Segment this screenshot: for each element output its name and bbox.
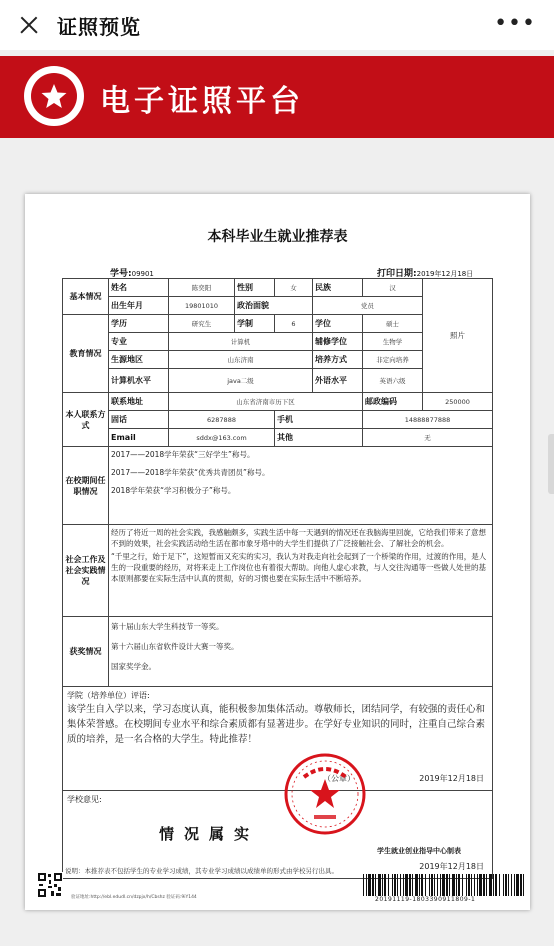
barcode-number: 20191119-1803390911809-1 xyxy=(375,896,476,903)
section-social: 社会工作及社会实践情况 xyxy=(63,525,109,617)
qr-code-icon[interactable] xyxy=(37,872,63,898)
section-contact: 本人联系方式 xyxy=(63,393,109,447)
awards-list: 第十届山东大学生科技节一等奖。 第十六届山东省软件设计大赛一等奖。 国家奖学金。 xyxy=(109,617,493,687)
document-title: 本科毕业生就业推荐表 xyxy=(207,229,348,245)
close-icon[interactable] xyxy=(14,10,44,40)
section-posts: 在校期间任职情况 xyxy=(63,447,109,525)
section-awards: 获奖情况 xyxy=(63,617,109,687)
social-practice-text: 经历了将近一周的社会实践，我感触颇多，实践生活中每一天遇到的情况还在我脑海里回旋，它给我们带来了意想不到的效果，社会实践活动给生活在都市象牙塔中的大学生们提供了广泛接触社会、了解社会的机会。 “千里之行，始于足下”，这短暂而又充实的实习，我认为对我走向社会起到了一个桥梁的作用，过渡的作用，是人生的一段重要的经历，对将来走上工作岗位也有着很大帮助。向他人虚心求教，与人交往沟通等一些做人处世的基本原则都要在实际生活中认真的贯彻，好的习惯也要在实际生活中不断培养。 xyxy=(109,525,493,617)
print-date: 打印日期:2019年12月18日 xyxy=(377,269,474,279)
banner-title: 电子证照平台 xyxy=(100,84,304,119)
school-verdict: 情况属实 xyxy=(159,825,260,843)
emblem-icon xyxy=(24,66,84,126)
page-title: 证照预览 xyxy=(57,15,141,39)
college-date: 2019年12月18日 xyxy=(419,774,484,783)
photo-placeholder: 照片 xyxy=(423,279,493,393)
official-seal-icon xyxy=(282,751,368,837)
recommendation-form: 基本情况 姓名 陈奕阳 性别 女 民族 汉 照片 出生年月 19801010 政治面貌 党员 教育情况 学历 研究生 学制 6 学位 硕士 专业 计算机 辅修学位 生物学 生源地区 山东济南 培养方式 非定向培养 计算机水平 java二级 外语水平 英语六级 本人联系方式 联系地址 山东省济南市历下区 邮政编码 250000 固话 6287888 手机 14888877888 Email sddx@163.com 其他 无 在校期间任职情况 2017——2018学年荣获“三好学生”称号。 2017——2018学年荣获“优秀共青团员”称号。 2018学年荣获“学习积极分子”称号。 社会工作及社会实践情况 经历了将近一周的社会实践，我感触颇多，实践生活中每一天遇到的情况还在我脑海里回旋，它给我们带来了意想不到的效果，社会实践活动给生活在都市象牙塔中的大学生们提供了广泛接触社会、了解社会的机会。 “千里之行，始于足下”，这短暂而又充实的实习，我认为对我走向社会起到了一个桥梁的作用，过渡的作用，是人生的一段重要的经历，对将来走上工作岗位也有着很大帮助。向他人虚心求教，与人交往沟通等一些做人处世的基本原则都要在实际生活中认真的贯彻，好的习惯也要在实际生活中不断培养。 获奖情况 第十届山东大学生科技节一等奖。 第十六届山东省软件设计大赛一等奖。 国家奖学金。 学院（培养单位）评语: 该学生自入学以来，学习态度认真，能积极参加集体活动。尊敬师长，团结同学，有较强的责任心和集体荣誉感。在校期间专业水平和综合素质都有显著进步。在学好专业知识的同时，注重自己综合素质的培养，是一名合格的大学生。特此推荐！ （公章） 2019年12月18日 学校意见: 情况属实 2019年12月18日 xyxy=(62,278,493,879)
student-number: 学号:09901 xyxy=(110,269,154,279)
school-date: 2019年12月18日 xyxy=(419,862,484,871)
certificate-document xyxy=(25,194,530,910)
section-education: 教育情况 xyxy=(63,315,109,393)
more-icon[interactable]: ••• xyxy=(494,11,536,36)
platform-banner xyxy=(0,56,554,138)
college-comment: 该学生自入学以来，学习态度认真，能积极参加集体活动。尊敬师长，团结同学，有较强的责任心和集体荣誉感。在校期间专业水平和综合素质都有显著进步。在学好专业知识的同时，注重自己综合素质的培养，是一名合格的大学生。特此推荐！ xyxy=(67,704,486,745)
school-opinion-cell: 学校意见: 情况属实 2019年12月18日 xyxy=(63,791,493,879)
posts-list: 2017——2018学年荣获“三好学生”称号。 2017——2018学年荣获“优秀共青团员”称号。 2018学年荣获“学习积极分子”称号。 xyxy=(109,447,493,525)
footnote: 说明：本推荐表不包括学生的专业学习成绩，其专业学习成绩以成绩单的形式由学校另行出具。 xyxy=(65,867,338,875)
name-value: 陈奕阳 xyxy=(169,279,235,297)
verify-url: 验证地址:http://ebl.edudl.cn/dzpjx/h/Cbshz 验证码:9iY144 xyxy=(71,895,197,900)
top-bar xyxy=(0,0,554,50)
scroll-handle[interactable] xyxy=(548,434,554,494)
center-note: 学生就业创业指导中心制表 xyxy=(377,847,461,855)
barcode-icon xyxy=(363,874,525,896)
college-comment-cell: 学院（培养单位）评语: 该学生自入学以来，学习态度认真，能积极参加集体活动。尊敬师长，团结同学，有较强的责任心和集体荣誉感。在校期间专业水平和综合素质都有显著进步。在学好专业知识的同时，注重自己综合素质的培养，是一名合格的大学生。特此推荐！ （公章） 2019年12月18日 xyxy=(63,687,493,791)
section-basic: 基本情况 xyxy=(63,279,109,315)
